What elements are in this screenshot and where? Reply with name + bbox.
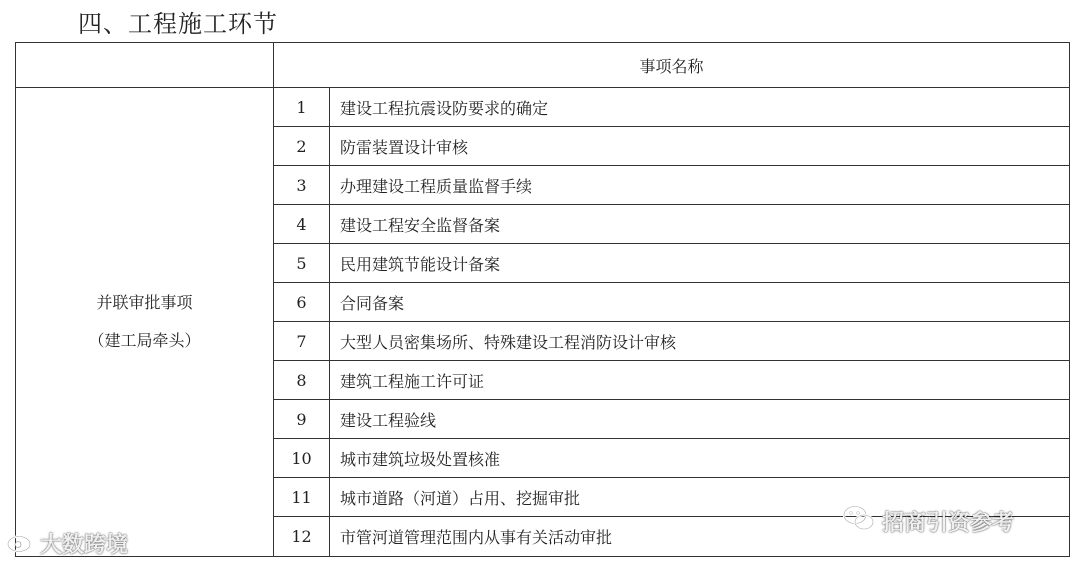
- row-item-name: 大型人员密集场所、特殊建设工程消防设计审核: [330, 322, 1070, 361]
- table-row: [16, 88, 1070, 127]
- row-number: 10: [274, 439, 330, 478]
- row-number: 9: [274, 400, 330, 439]
- approval-items-table: [15, 42, 1070, 557]
- wechat-watermark-text: 招商引资参考: [882, 510, 1015, 536]
- wechat-watermark: [842, 504, 1014, 538]
- row-number: 6: [274, 283, 330, 322]
- row-item-name: 建设工程抗震设防要求的确定: [330, 88, 1070, 127]
- wechat-icon: [842, 504, 876, 538]
- row-item-name: 城市道路（河道）占用、挖掘审批: [330, 478, 1070, 517]
- row-number: 2: [274, 127, 330, 166]
- row-number: 11: [274, 478, 330, 517]
- weibo-watermark: [6, 528, 128, 559]
- row-number: 12: [274, 517, 330, 557]
- section-title: 四、工程施工环节: [78, 10, 278, 38]
- row-item-name: 建筑工程施工许可证: [330, 361, 1070, 400]
- row-item-name: 建设工程安全监督备案: [330, 205, 1070, 244]
- row-item-name: 民用建筑节能设计备案: [330, 244, 1070, 283]
- group-cell: [16, 88, 274, 557]
- row-number: 8: [274, 361, 330, 400]
- row-item-name: 防雷装置设计审核: [330, 127, 1070, 166]
- row-number: 4: [274, 205, 330, 244]
- row-item-name: 合同备案: [330, 283, 1070, 322]
- group-lead-department: （建工局牵头）: [88, 331, 201, 350]
- row-number: 7: [274, 322, 330, 361]
- row-item-name: 办理建设工程质量监督手续: [330, 166, 1070, 205]
- weibo-watermark-text: 大数跨境: [40, 533, 129, 558]
- row-item-name: 市管河道管理范围内从事有关活动审批: [330, 517, 1070, 557]
- row-item-name: 城市建筑垃圾处置核准: [330, 439, 1070, 478]
- group-label: 并联审批事项: [96, 293, 193, 312]
- header-corner-cell: [16, 43, 274, 88]
- row-item-name: 建设工程验线: [330, 400, 1070, 439]
- weibo-icon: [6, 529, 36, 559]
- row-number: 1: [274, 88, 330, 127]
- table-header-row: [16, 43, 1070, 88]
- row-number: 5: [274, 244, 330, 283]
- row-number: 3: [274, 166, 330, 205]
- item-name-header: 事项名称: [274, 43, 1070, 88]
